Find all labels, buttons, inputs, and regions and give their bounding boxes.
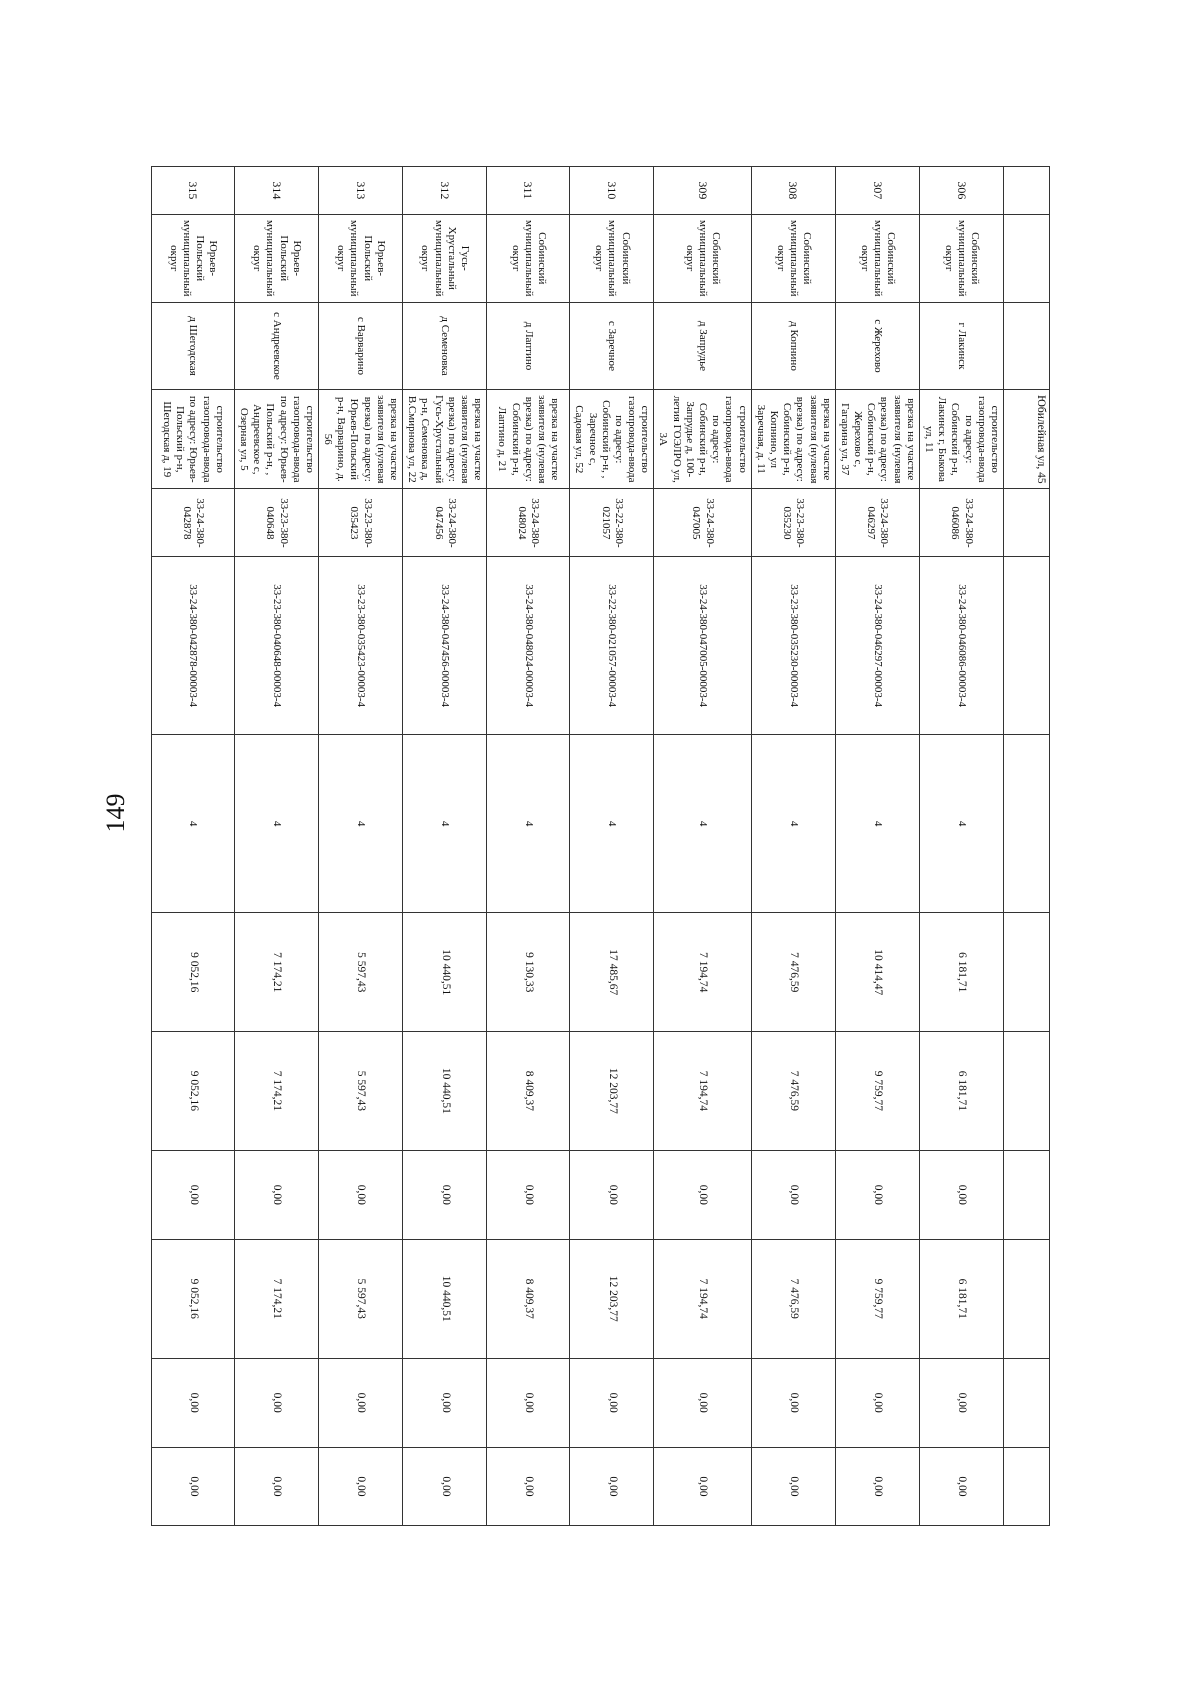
cell-document-number: 33-23-380-035423-00003-4 [318,557,402,734]
cell-value-4: 9 052,16 [151,1239,234,1358]
cell-row-number: 315 [151,167,234,215]
cell-value-1: 9 052,16 [151,913,234,1032]
cell-value-1: 10 414,47 [835,913,919,1032]
rotated-table-sheet [161,166,1050,1526]
cell-value-1: 7 174,21 [234,913,318,1032]
cell-district-empty [1004,214,1050,302]
cell-category: 4 [919,734,1003,912]
cell-empty [1004,1032,1050,1151]
cell-value-4: 7 174,21 [234,1239,318,1358]
cell-settlement: д Копнино [751,302,835,389]
cell-category: 4 [751,734,835,912]
cell-settlement: д Семеновка [403,302,487,389]
cell-district: Юрьев-Польский муниципальный округ [234,214,318,302]
cell-object-code: 33-24-380-046297 [835,489,919,557]
table-row [835,167,919,1526]
cell-category: 4 [318,734,402,912]
cell-object-code: 33-24-380-047005 [654,489,751,557]
cell-work-description: строительство газопровода-ввода по адресу: Собинский р-н, , Заречное с, Садовая ул, 52 [570,390,654,489]
page-number: 149 [101,793,130,833]
cell-value-1: 7 476,59 [751,913,835,1032]
cell-work-description: врезка на участке заявителя (нулевая врезка) по адресу: Собинский р-н, Копнино, ул Заречная, д. 11 [751,390,835,489]
cell-row-number: 312 [403,167,487,215]
cell-district: Собинский муниципальный округ [751,214,835,302]
cell-empty [1004,1447,1050,1525]
cell-value-1: 17 485,67 [570,913,654,1032]
cell-value-4: 10 440,51 [403,1239,487,1358]
cell-work-description: врезка на участке заявителя (нулевая врезка) по адресу: Гусь-Хрустальный р-н, Семеновка д, В.Смирнова ул, 22 [403,390,487,489]
cell-work-description: строительство газопровода-ввода по адресу: Собинский р-н, Запрудье д, 100-летия ГОЭЛРО ул, 3А [654,390,751,489]
cell-value-4: 12 203,77 [570,1239,654,1358]
cell-value-6: 0,00 [403,1447,487,1525]
cell-value-3: 0,00 [751,1150,835,1239]
cell-empty [1004,1358,1050,1447]
cell-value-3: 0,00 [318,1150,402,1239]
cell-document-number: 33-23-380-040648-00003-4 [234,557,318,734]
cell-district: Собинский муниципальный округ [654,214,751,302]
cell-row-number: 310 [570,167,654,215]
cell-settlement: с Жерехово [835,302,919,389]
cell-value-5: 0,00 [654,1358,751,1447]
table-row [919,167,1003,1526]
cell-empty [1004,489,1050,557]
cell-value-3: 0,00 [403,1150,487,1239]
cell-empty [1004,557,1050,734]
cell-value-2: 7 194,74 [654,1032,751,1151]
cell-work-description: строительство газопровода-ввода по адресу: Собинский р-н, Лакинск г, Быкова ул, 11 [919,390,1003,489]
cell-settlement: с Заречное [570,302,654,389]
cell-district: Гусь-Хрустальный муниципальный округ [403,214,487,302]
cell-district: Собинский муниципальный округ [570,214,654,302]
cell-empty [1004,1150,1050,1239]
cell-document-number: 33-24-380-046086-00003-4 [919,557,1003,734]
cell-value-6: 0,00 [570,1447,654,1525]
cell-object-code: 33-23-380-035423 [318,489,402,557]
cell-value-6: 0,00 [751,1447,835,1525]
continuation-row [1004,167,1050,1526]
cell-value-3: 0,00 [487,1150,570,1239]
cell-category: 4 [234,734,318,912]
cell-object-code: 33-24-380-048024 [487,489,570,557]
cell-value-4: 6 181,71 [919,1239,1003,1358]
table-row [654,167,751,1526]
cell-value-2: 8 409,37 [487,1032,570,1151]
cell-row-number: 307 [835,167,919,215]
cell-district: Собинский муниципальный округ [835,214,919,302]
cell-category: 4 [151,734,234,912]
cell-value-6: 0,00 [654,1447,751,1525]
table-row [403,167,487,1526]
cell-object-code: 33-23-380-040648 [234,489,318,557]
cell-value-1: 9 130,33 [487,913,570,1032]
table-row [751,167,835,1526]
cell-document-number: 33-22-380-021057-00003-4 [570,557,654,734]
table-row [234,167,318,1526]
cell-district: Собинский муниципальный округ [487,214,570,302]
cell-value-3: 0,00 [919,1150,1003,1239]
cell-value-4: 7 194,74 [654,1239,751,1358]
cell-object-code: 33-24-380-046086 [919,489,1003,557]
cell-empty [1004,913,1050,1032]
cell-value-5: 0,00 [487,1358,570,1447]
cell-category: 4 [570,734,654,912]
cell-value-4: 9 759,77 [835,1239,919,1358]
cell-value-3: 0,00 [234,1150,318,1239]
cell-document-number: 33-24-380-047005-00003-4 [654,557,751,734]
cell-settlement: с Андреевское [234,302,318,389]
cell-category: 4 [403,734,487,912]
cell-document-number: 33-24-380-046297-00003-4 [835,557,919,734]
cell-document-number: 33-24-380-047456-00003-4 [403,557,487,734]
gas-connection-table [151,166,1050,1526]
cell-value-3: 0,00 [654,1150,751,1239]
cell-settlement: д Запрудье [654,302,751,389]
cell-value-2: 6 181,71 [919,1032,1003,1151]
cell-prev-address: Юбилейная ул, 45 [1004,390,1050,489]
cell-object-code: 33-23-380-035230 [751,489,835,557]
cell-row-number: 308 [751,167,835,215]
cell-settlement-empty [1004,302,1050,389]
cell-value-5: 0,00 [234,1358,318,1447]
cell-value-2: 12 203,77 [570,1032,654,1151]
cell-value-2: 7 174,21 [234,1032,318,1151]
cell-work-description: врезка на участке заявителя (нулевая врезка) по адресу: Юрьев-Польский р-н, Варварино, д. 56 [318,390,402,489]
cell-work-description: врезка на участке заявителя (нулевая врезка) по адресу: Собинский р-н, Жерехово с, Гагарина ул, 37 [835,390,919,489]
cell-row-number: 311 [487,167,570,215]
cell-value-6: 0,00 [487,1447,570,1525]
cell-settlement: д Шегодская [151,302,234,389]
cell-empty [1004,1239,1050,1358]
table-row [487,167,570,1526]
cell-category: 4 [654,734,751,912]
cell-value-2: 7 476,59 [751,1032,835,1151]
cell-row-number: 306 [919,167,1003,215]
cell-document-number: 33-24-380-042878-00003-4 [151,557,234,734]
cell-settlement: с Варварино [318,302,402,389]
cell-value-4: 5 597,43 [318,1239,402,1358]
cell-value-5: 0,00 [751,1358,835,1447]
cell-value-5: 0,00 [835,1358,919,1447]
cell-value-1: 10 440,51 [403,913,487,1032]
table-row [318,167,402,1526]
cell-value-6: 0,00 [318,1447,402,1525]
table-row [151,167,234,1526]
cell-category: 4 [487,734,570,912]
cell-value-6: 0,00 [151,1447,234,1525]
cell-settlement: д Лаптино [487,302,570,389]
cell-object-code: 33-22-380-021057 [570,489,654,557]
cell-value-6: 0,00 [919,1447,1003,1525]
cell-value-5: 0,00 [403,1358,487,1447]
cell-value-5: 0,00 [318,1358,402,1447]
cell-value-2: 9 759,77 [835,1032,919,1151]
cell-value-2: 10 440,51 [403,1032,487,1151]
cell-row-number: 313 [318,167,402,215]
cell-value-3: 0,00 [570,1150,654,1239]
cell-district: Юрьев-Польский муниципальный округ [151,214,234,302]
cell-row-number: 314 [234,167,318,215]
cell-document-number: 33-24-380-048024-00003-4 [487,557,570,734]
cell-category: 4 [835,734,919,912]
cell-value-2: 9 052,16 [151,1032,234,1151]
cell-value-6: 0,00 [835,1447,919,1525]
cell-value-3: 0,00 [151,1150,234,1239]
cell-value-5: 0,00 [151,1358,234,1447]
cell-district: Собинский муниципальный округ [919,214,1003,302]
cell-object-code: 33-24-380-047456 [403,489,487,557]
cell-settlement: г Лакинск [919,302,1003,389]
cell-row-number: 309 [654,167,751,215]
cell-object-code: 33-24-380-042878 [151,489,234,557]
cell-value-4: 7 476,59 [751,1239,835,1358]
cell-work-description: строительство газопровода-ввода по адресу: Юрьев-Польский р-н, , Андреевское с, Озерная ул, 5 [234,390,318,489]
cell-value-4: 8 409,37 [487,1239,570,1358]
cell-work-description: строительство газопровода-ввода по адресу: Юрьев-Польский р-н, Шегодская д, 19 [151,390,234,489]
cell-value-5: 0,00 [570,1358,654,1447]
cell-value-1: 5 597,43 [318,913,402,1032]
table-row [570,167,654,1526]
cell-district: Юрьев-Польский муниципальный округ [318,214,402,302]
cell-num-empty [1004,167,1050,215]
cell-document-number: 33-23-380-035230-00003-4 [751,557,835,734]
cell-value-2: 5 597,43 [318,1032,402,1151]
cell-value-1: 7 194,74 [654,913,751,1032]
cell-value-1: 6 181,71 [919,913,1003,1032]
cell-value-5: 0,00 [919,1358,1003,1447]
cell-value-6: 0,00 [234,1447,318,1525]
cell-work-description: врезка на участке заявителя (нулевая врезка) по адресу: Собинский р-н, Лаптино д, 21 [487,390,570,489]
cell-value-3: 0,00 [835,1150,919,1239]
cell-empty [1004,734,1050,912]
